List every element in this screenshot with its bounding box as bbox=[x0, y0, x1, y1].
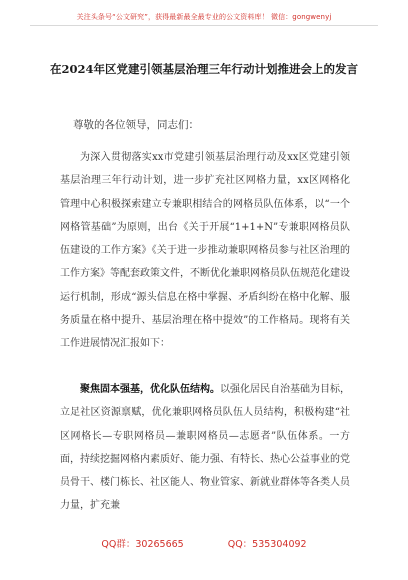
paragraph-2-heading: 聚焦固本强基，优化队伍结构。 bbox=[80, 384, 220, 395]
paragraph-1: 为深入贯彻落实xx市党建引领基层治理行动及xx区党建引领基层治理三年行动计划，进一步扩充社区网格力量，xx区网格化管理中心积极探索建立专兼职相结合的网格员队伍体系，以“一个网格管基础”为原则，出台《关于开展“1+1+N”专兼职网格员队伍建设的工作方案》《关于进一步推动兼职网格员参与社区治理的工作方案》等配套政策文件，不断优化兼职网格员队伍规范化建设运行机制，形成“源头信息在格中掌握、矛盾纠纷在格中化解、服务质量在格中提升、基层治理在格中提效”的工作格局。现将有关工作进展情况汇报如下： bbox=[60, 152, 350, 350]
footer-qq-group: QQ群：30265665 bbox=[101, 539, 184, 550]
document-title: 在2024年区党建引领基层治理三年行动计划推进会上的发言 bbox=[49, 62, 358, 76]
header-banner: 关注头条号“公文研究”，获得最新最全最专业的公文资料库！ 微信：gongwenyj bbox=[76, 13, 332, 21]
paragraph-2-body: 以强化居民自治基础为目标，立足社区资源禀赋，优化兼职网格员队伍人员结构，积极构建“社区网格长—专职网格员—兼职网格员—志愿者”队伍体系。一方面，持续挖掘网格内素质好、能力强、有特长、热心公益事业的党员骨干、楼门栋长、社区能人、物业管家、新就业群体等各类人员力量，扩充兼 bbox=[60, 384, 350, 512]
salutation: 尊敬的各位领导，同志们： bbox=[73, 119, 199, 131]
footer-qq: QQ：535304092 bbox=[227, 539, 307, 550]
paragraph-2 bbox=[60, 378, 350, 518]
header-divider bbox=[30, 25, 378, 26]
footer-contact bbox=[0, 536, 408, 550]
